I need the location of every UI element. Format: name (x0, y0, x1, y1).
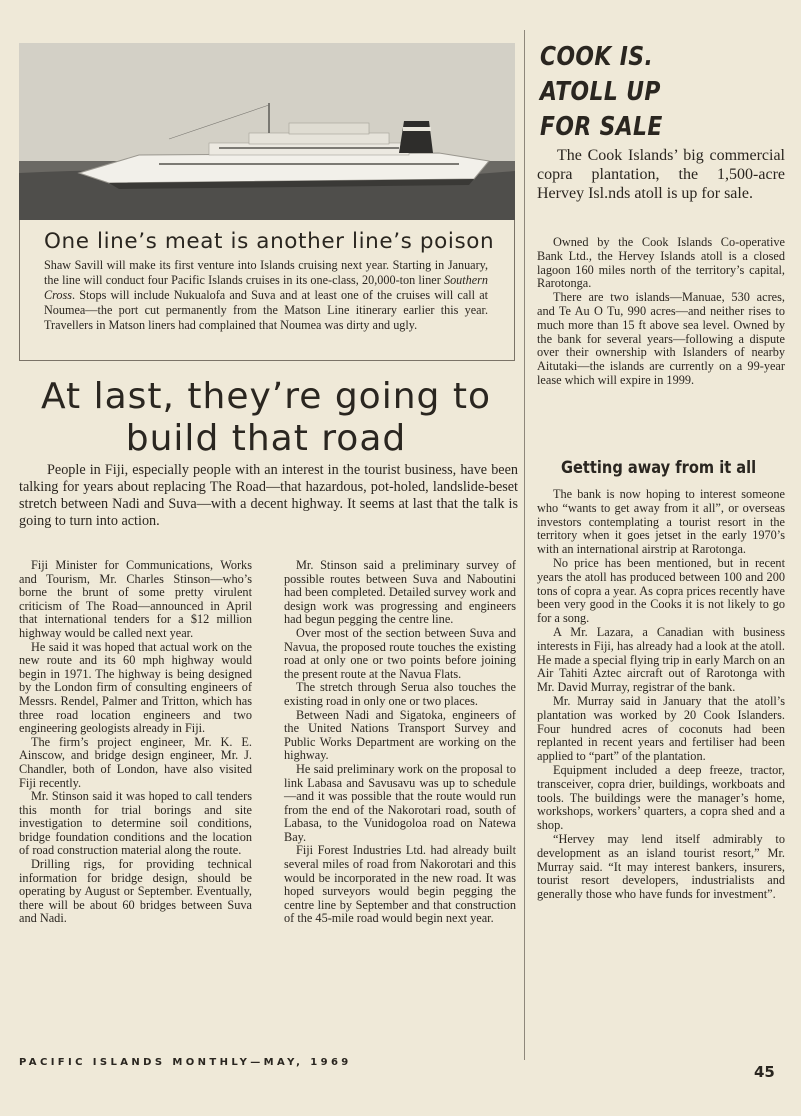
paragraph: The stretch through Serua also touches the existing road in only one or two places. (284, 680, 516, 708)
road-column-2 (284, 559, 516, 926)
paragraph: A Mr. Lazara, a Canadian with business interests in Fiji, has already had a look at the atoll. He made a special flying trip in early March on an Air Tahiti Aztec aircraft out of Rarotonga with Mr. David Murray, registrar of the bank. (537, 624, 785, 695)
paragraph: The firm’s project engineer, Mr. K. E. Ainscow, and bridge design engineer, Mr. J. Chandler, both of London, have also visited Fiji recently. (19, 734, 252, 790)
cook-body-part1 (537, 236, 785, 388)
cook-subheading: Getting away from it all (561, 458, 757, 478)
road-headline-line2: build that road (125, 418, 407, 459)
paragraph: Owned by the Cook Islands Co-operative Bank Ltd., the Hervey Islands atoll is a closed lagoon 160 miles north of the territory’s capital, Rarotonga. (537, 235, 785, 291)
story-headline: One line’s meat is another line’s poison (44, 229, 495, 254)
paragraph: Fiji Minister for Communications, Works and Tourism, Mr. Charles Stinson—who’s borne the brunt of some pretty virulent criticism of The Road—announced in April that international tenders for a $12 million highway would be called next year. (19, 558, 252, 640)
paragraph: Drilling rigs, for providing technical information for bridge design, should be operating by August or September. Eventually, there will be about 60 bridges between Suva and Nadi. (19, 857, 252, 926)
story-text: . Stops will include Nukualofa and Suva and at least one of the cruises will call at Noumea—the port cut permanently from the Matson Line itinerary earlier this year. Travellers in Matson liners had complained that Noumea was dirty and ugly. (44, 288, 488, 332)
road-headline-line1: At last, they’re going to (41, 376, 491, 417)
headline-line: ATOLL UP (540, 77, 661, 107)
paragraph: No price has been mentioned, but in recent years the atoll has produced between 100 and 200 tons of copra a year. As copra prices recently have been very good in the Cooks it is not likely to go for a song. (537, 555, 785, 626)
paragraph: Mr. Stinson said it was hoped to call tenders this month for trial borings and site investigation to determine soil conditions, bridge foundation conditions and the location of road construction material along the route. (19, 789, 252, 858)
paragraph: Mr. Stinson said a preliminary survey of possible routes between Suva and Naboutini had been completed. Detailed survey work and design work was progressing and engineers had begun pegging the centre line. (284, 558, 516, 627)
paragraph: Over most of the section between Suva and Navua, the proposed route touches the existing road at only one or two points before joining the present route at the Navua Flats. (284, 625, 516, 681)
paragraph: Fiji Forest Industries Ltd. had already built several miles of road from Nakorotari and this would be incorporated in the new road. It was hoped surveyors would begin pegging the centre line by September and that construction of the 45-mile road would begin next year. (284, 843, 516, 926)
headline-line: FOR SALE (540, 112, 663, 142)
road-column-1 (19, 559, 252, 926)
ship-illustration (19, 43, 515, 220)
ship-name: Southern Cross (44, 273, 488, 302)
cook-headline (540, 40, 750, 145)
headline-line: COOK IS. (540, 42, 654, 72)
magazine-masthead-footer: PACIFIC ISLANDS MONTHLY—MAY, 1969 (19, 1057, 352, 1068)
paragraph: Between Nadi and Sigatoka, engineers of the United Nations Transport Survey and Public Works Department are working on the highway. (284, 707, 516, 763)
story-text: Shaw Savill will make its first venture into Islands cruising next year. Starting in January, the line will conduct four Pacific Islands cruises in its one-class, 20,000-ton liner (44, 258, 488, 287)
paragraph: He said preliminary work on the proposal to link Labasa and Savusavu was up to schedule—and it was possible that the route would run from the end of the Nakorotari road, south of Labasa, to the Vunidogoloa road on Natewa Bay. (284, 761, 516, 844)
paragraph: He said it was hoped that actual work on the new route and its 60 mph highway would begin in 1971. The highway is being designed by the London firm of consulting engineers of Messrs. Rendel, Palmer and Tritton, which has three road location engineers and two engineering geologists already in Fiji. (19, 639, 252, 736)
ship-photo (19, 43, 515, 220)
paragraph: “Hervey may lend itself admirably to development as an island tourist resort,” Mr. Murray said. “It may interest bankers, insurers, tourist resort developers, industrialists and generally those who have funds for investment”. (537, 831, 785, 902)
paragraph: Equipment included a deep freeze, tractor, transceiver, copra drier, buildings, workboats and tools. The buildings were the manager’s home, workshops, workers’ quarters, a copra shed and a shop. (537, 762, 785, 833)
road-lead-paragraph: People in Fiji, especially people with an interest in the tourist business, have been talking for years about replacing The Road—that hazardous, pot-holed, landslide-beset stretch between Nadi and Suva—with a decent highway. It seems at last that the talk is going to turn into action. (19, 462, 518, 529)
paragraph: Mr. Murray said in January that the atoll’s plantation was worked by 20 Cook Islanders. Four hundred acres of coconuts had been replanted in recent years and fertiliser had been applied to “part” of the plantation. (537, 693, 785, 764)
cook-body-part2 (537, 488, 785, 902)
story-body (44, 258, 488, 333)
page-number: 45 (754, 1063, 775, 1081)
cook-lead-paragraph: The Cook Islands’ big commercial copra plantation, the 1,500-acre Hervey Isl.nds atoll is up for sale. (537, 147, 785, 202)
column-divider (524, 30, 525, 1060)
paragraph: There are two islands—Manuae, 530 acres, and Te Au O Tu, 990 acres—and neither rises to much more than 15 ft above sea level. Owned by the bank for several years—following a dispute over their ownership with Islanders of nearby Aitutaki—the islands are currently on a 99-year lease which will expire in 1999. (537, 290, 785, 387)
paragraph: The bank is now hoping to interest someone who “wants to get away from it all”, or overseas investors contemplating a tourist resort in the territory when it goes jetset in the early 1970’s with an international airstrip at Rarotonga. (537, 487, 785, 557)
